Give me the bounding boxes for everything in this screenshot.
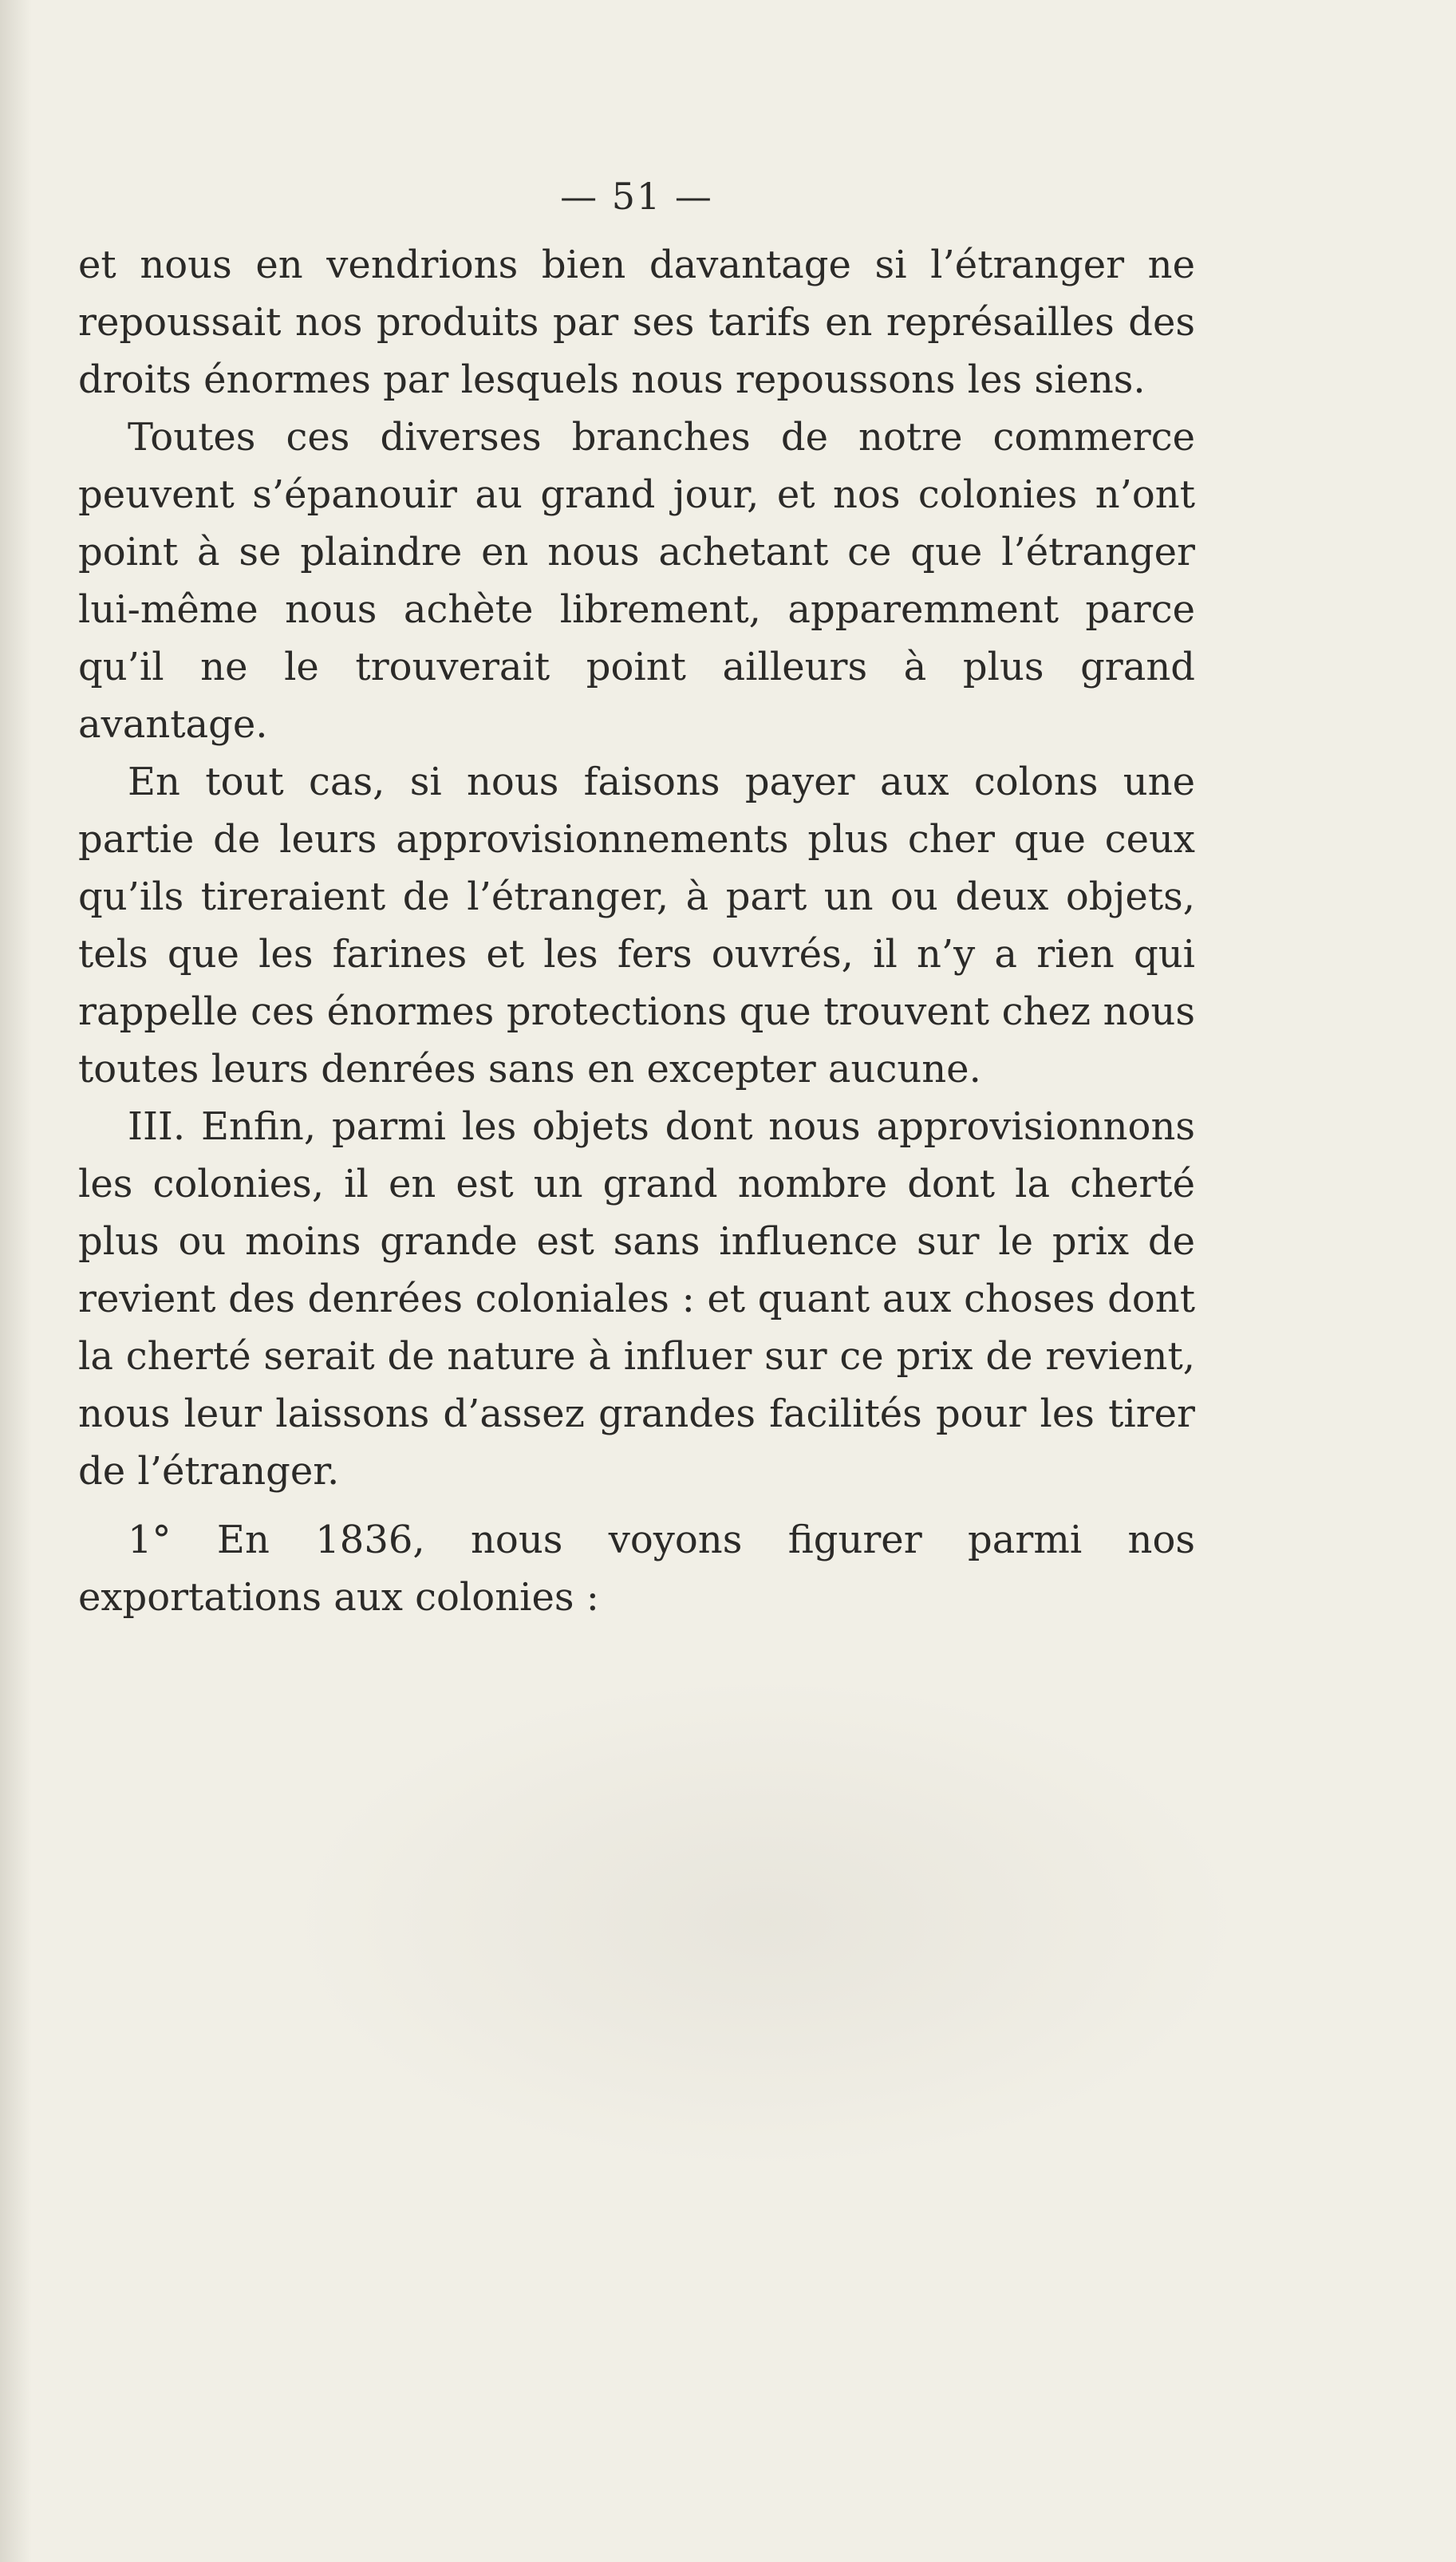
show-through-shadow — [287, 1676, 1245, 2170]
binding-shadow — [0, 0, 32, 2562]
paragraph-exportations-1836: 1° En 1836, nous voyons figurer parmi nos exportations aux colonies : — [78, 1518, 1195, 1620]
paragraph-section-iii: III. Enfin, parmi les objets dont nous approvisionnons les colonies, il en est un grand nombre dont la cherté plus ou moins grande est sans influence sur le prix de revient des denrées coloniales : et quant aux choses dont la cherté serait de nature à influer sur ce prix de revient, nous leur laissons d’assez grandes facilités pour les tirer de l’étranger. — [78, 1104, 1195, 1494]
paragraph-branches-commerce: Toutes ces diverses branches de notre commerce peuvent s’épanouir au grand jour, et nos colonies n’ont point à se plaindre en nous achetant ce que l’étranger lui-même nous achète librement, apparemment parce qu’il ne le trouverait point ailleurs à plus grand avantage. — [78, 415, 1195, 747]
page-text-block — [78, 168, 1195, 1626]
page-number-header: — 51 — — [560, 175, 713, 218]
paragraph-approvisionnements: En tout cas, si nous faisons payer aux colons une partie de leurs approvisionnements plus cher que ceux qu’ils tireraient de l’étranger, à part un ou deux objets, tels que les farines et les fers ouvrés, il n’y a rien qui rappelle ces énormes protections que trouvent chez nous toutes leurs denrées sans en excepter aucune. — [78, 760, 1195, 1092]
paragraph-continuation: et nous en vendrions bien davantage si l’étranger ne repoussait nos produits par ses tarifs en représailles des droits énormes par lesquels nous repoussons les siens. — [78, 243, 1195, 402]
